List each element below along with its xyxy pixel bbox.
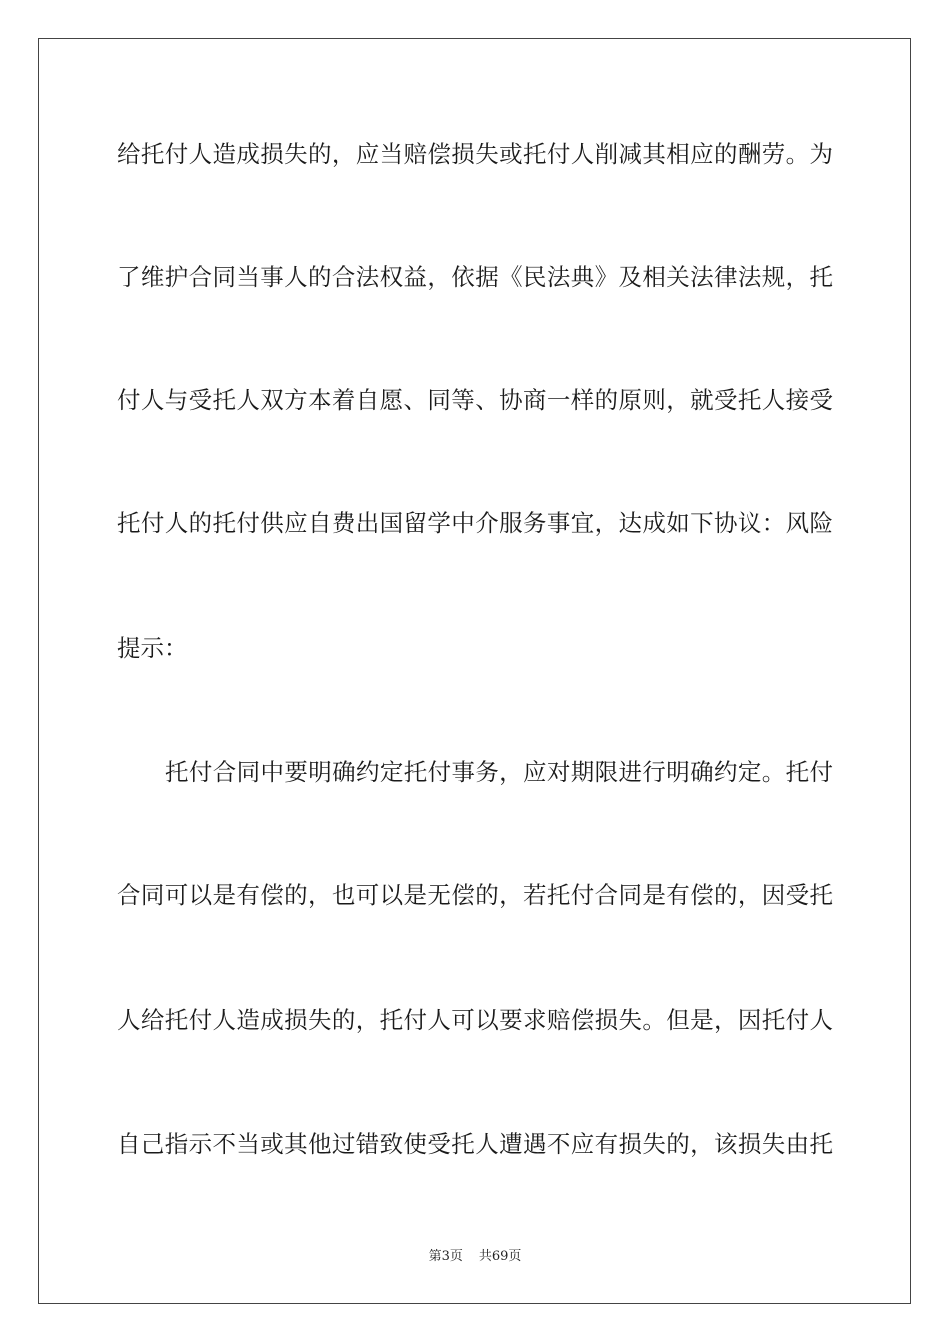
paragraph-line: 合同可以是有偿的，也可以是无偿的，若托付合同是有偿的，因受托 [117, 881, 833, 909]
paragraph-line: 托付合同中要明确约定托付事务，应对期限进行明确约定。托付 [165, 758, 833, 786]
paragraph-line: 提示： [117, 634, 188, 662]
total-pages: 共69页 [478, 1249, 522, 1264]
paragraph-line: 给托付人造成损失的，应当赔偿损失或托付人削减其相应的酬劳。为 [117, 140, 833, 168]
page-footer [0, 1249, 950, 1265]
paragraph-line: 人给托付人造成损失的，托付人可以要求赔偿损失。但是，因托付人 [117, 1006, 833, 1034]
page-number: 第3页 [428, 1249, 463, 1264]
paragraph-line: 托付人的托付供应自费出国留学中介服务事宜，达成如下协议：风险 [117, 509, 833, 537]
paragraph-line: 付人与受托人双方本着自愿、同等、协商一样的原则，就受托人接受 [117, 386, 833, 414]
paragraph-line: 自己指示不当或其他过错致使受托人遭遇不应有损失的，该损失由托 [117, 1130, 833, 1158]
paragraph-line: 了维护合同当事人的合法权益，依据《民法典》及相关法律法规，托 [117, 263, 833, 291]
page-frame [38, 38, 911, 1304]
